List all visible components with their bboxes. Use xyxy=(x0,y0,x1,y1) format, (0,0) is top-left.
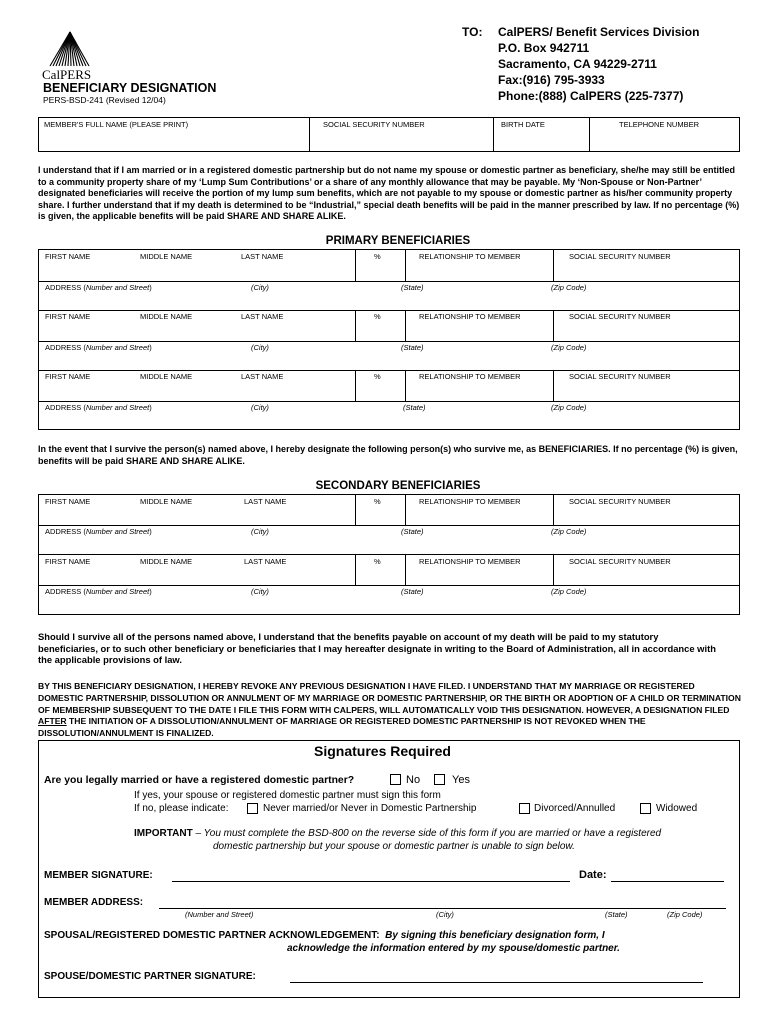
spousal-acknowledgement: SPOUSAL/REGISTERED DOMESTIC PARTNER ACKNOWLEDGEMENT: By signing this beneficiary designation form, I xyxy=(44,930,605,941)
address-line-2: P.O. Box 942711 xyxy=(498,41,590,55)
percent-field[interactable]: % xyxy=(374,312,381,321)
phone-line: Phone:(888) CalPERS (225-7377) xyxy=(498,89,684,103)
spouse-signature-line[interactable] xyxy=(290,982,703,983)
ssn-field[interactable]: SOCIAL SECURITY NUMBER xyxy=(569,312,671,321)
state-label: (State) xyxy=(401,527,424,536)
date-line[interactable] xyxy=(611,881,724,882)
first-name-field[interactable]: FIRST NAME xyxy=(45,497,91,506)
primary-beneficiaries-table xyxy=(38,249,740,430)
spousal-acknowledgement-cont: acknowledge the information entered by my spouse/domestic partner. xyxy=(287,943,620,954)
member-phone-field[interactable]: TELEPHONE NUMBER xyxy=(619,120,700,129)
addr-state-label: (State) xyxy=(605,910,628,919)
addr-zip-label: (Zip Code) xyxy=(667,910,703,919)
zip-label: (Zip Code) xyxy=(551,343,587,352)
if-yes-instruction: If yes, your spouse or registered domestic partner must sign this form xyxy=(134,790,441,801)
address-field[interactable]: ADDRESS (Number and Street) xyxy=(45,283,152,292)
last-name-field[interactable]: LAST NAME xyxy=(244,557,287,566)
address-field[interactable]: ADDRESS (Number and Street) xyxy=(45,343,152,352)
statutory-beneficiaries-notice: Should I survive all of the persons named above, I understand that the benefits payable on account of my death will be paid to my statutory beneficiaries, or to such other beneficiary or beneficiaries that I may hereafter designate in writing to the Board of Administration, all in accordance with the applicable provisions of law. xyxy=(38,631,716,666)
secondary-beneficiaries-table xyxy=(38,494,740,615)
signatures-title: Signatures Required xyxy=(314,743,451,759)
ssn-field[interactable]: SOCIAL SECURITY NUMBER xyxy=(569,497,671,506)
state-label: (State) xyxy=(401,283,424,292)
state-label: (State) xyxy=(401,343,424,352)
spouse-signature-label: SPOUSE/DOMESTIC PARTNER SIGNATURE: xyxy=(44,971,256,982)
never-married-label: Never married/or Never in Domestic Partnership xyxy=(263,803,477,814)
percent-field[interactable]: % xyxy=(374,252,381,261)
last-name-field[interactable]: LAST NAME xyxy=(241,252,284,261)
widowed-label: Widowed xyxy=(656,803,698,814)
ssn-field[interactable]: SOCIAL SECURITY NUMBER xyxy=(569,252,671,261)
yes-label: Yes xyxy=(452,774,470,786)
date-label: Date: xyxy=(579,869,607,881)
form-title: BENEFICIARY DESIGNATION xyxy=(43,81,217,95)
signatures-section xyxy=(38,740,740,998)
secondary-designation-notice: In the event that I survive the person(s) named above, I hereby designate the following person(s) who survive me, as BENEFICIARIES. If no percentage (%) is given, benefits will be paid SHARE AND SHARE ALIKE. xyxy=(38,444,738,466)
address-field[interactable]: ADDRESS (Number and Street) xyxy=(45,527,152,536)
middle-name-field[interactable]: MIDDLE NAME xyxy=(140,372,193,381)
last-name-field[interactable]: LAST NAME xyxy=(244,497,287,506)
secondary-beneficiaries-heading: SECONDARY BENEFICIARIES xyxy=(315,480,481,492)
last-name-field[interactable]: LAST NAME xyxy=(241,312,284,321)
relationship-field[interactable]: RELATIONSHIP TO MEMBER xyxy=(419,372,521,381)
yes-checkbox[interactable] xyxy=(434,774,445,785)
widowed-checkbox[interactable] xyxy=(640,803,651,814)
never-married-checkbox[interactable] xyxy=(247,803,258,814)
address-line-3: Sacramento, CA 94229-2711 xyxy=(498,57,657,71)
primary-beneficiaries-heading: PRIMARY BENEFICIARIES xyxy=(325,235,471,247)
last-name-field[interactable]: LAST NAME xyxy=(241,372,284,381)
relationship-field[interactable]: RELATIONSHIP TO MEMBER xyxy=(419,557,521,566)
member-address-line[interactable] xyxy=(159,908,726,909)
city-label: (City) xyxy=(251,283,269,292)
first-name-field[interactable]: FIRST NAME xyxy=(45,557,91,566)
ssn-field[interactable]: SOCIAL SECURITY NUMBER xyxy=(569,372,671,381)
mailing-address xyxy=(462,24,699,104)
community-property-notice: I understand that if I am married or in a registered domestic partnership but do not name my spouse or domestic partner as beneficiary, she/he may still be entitled to a community property share of my ‘Lump Sum Contributions’ or a share of any monthly allowance that may be payable. My ‘Non-Spouse or Non-Partner’ designated beneficiaries will receive the portion of my lump sum benefits, which are not payable to my spouse or domestic partner as his/her community property share. I further understand that if my death is determined to be “Industrial,” special death benefits will be paid in the manner prescribed by law. If no percentage (%) is given, the applicable benefits will be paid SHARE AND SHARE ALIKE. xyxy=(38,165,740,222)
member-birth-date-field[interactable]: BIRTH DATE xyxy=(501,120,545,129)
state-label: (State) xyxy=(403,403,426,412)
member-address-label: MEMBER ADDRESS: xyxy=(44,897,144,908)
revocation-notice: BY THIS BENEFICIARY DESIGNATION, I HEREBY REVOKE ANY PREVIOUS DESIGNATION I HAVE FILED. I UNDERSTAND THAT MY MARRIAGE OR REGISTERED DOMESTIC PARTNERSHIP, DISSOLUTION OR ANNULMENT OF MY MARRIAGE OR DOMESTIC PARTNERSHIP, OR THE BIRTH OR ADOPTION OF A CHILD OR TERMINATION OF MEMBERSHIP SUBSEQUENT TO THE DATE I FILE THIS FORM WITH CALPERS, WILL AUTOMATICALLY VOID THIS DESIGNATION. HOWEVER, A DESIGNATION FILED AFTER THE INITIATION OF A DISSOLUTION/ANNULMENT OF MARRIAGE OR REGISTERED DOMESTIC PARTNERSHIP IS NOT REVOKED WHEN THE DISSOLUTION/ANNULMENT IS FINALIZED. xyxy=(38,681,741,739)
first-name-field[interactable]: FIRST NAME xyxy=(45,372,91,381)
zip-label: (Zip Code) xyxy=(551,527,587,536)
zip-label: (Zip Code) xyxy=(551,587,587,596)
middle-name-field[interactable]: MIDDLE NAME xyxy=(140,252,193,261)
important-note: IMPORTANT – You must complete the BSD-800 on the reverse side of this form if you are married or have a registered xyxy=(134,828,662,839)
first-name-field[interactable]: FIRST NAME xyxy=(45,312,91,321)
marital-question: Are you legally married or have a registered domestic partner? xyxy=(44,775,355,786)
member-signature-line[interactable] xyxy=(172,881,570,882)
first-name-field[interactable]: FIRST NAME xyxy=(45,252,91,261)
middle-name-field[interactable]: MIDDLE NAME xyxy=(140,497,193,506)
percent-field[interactable]: % xyxy=(374,497,381,506)
important-note-cont: domestic partnership but your spouse or domestic partner is unable to sign below. xyxy=(213,841,575,852)
addr-city-label: (City) xyxy=(436,910,454,919)
relationship-field[interactable]: RELATIONSHIP TO MEMBER xyxy=(419,252,521,261)
address-field[interactable]: ADDRESS (Number and Street) xyxy=(45,403,152,412)
zip-label: (Zip Code) xyxy=(551,283,587,292)
middle-name-field[interactable]: MIDDLE NAME xyxy=(140,557,193,566)
address-line-1: CalPERS/ Benefit Services Division xyxy=(498,25,700,39)
to-label: TO: xyxy=(462,25,483,39)
form-number: PERS-BSD-241 (Revised 12/04) xyxy=(43,95,166,105)
member-ssn-field[interactable]: SOCIAL SECURITY NUMBER xyxy=(323,120,425,129)
relationship-field[interactable]: RELATIONSHIP TO MEMBER xyxy=(419,312,521,321)
state-label: (State) xyxy=(401,587,424,596)
no-checkbox[interactable] xyxy=(390,774,401,785)
city-label: (City) xyxy=(251,403,269,412)
city-label: (City) xyxy=(251,587,269,596)
no-label: No xyxy=(406,774,421,786)
city-label: (City) xyxy=(251,343,269,352)
member-info-box xyxy=(38,117,740,152)
divorced-checkbox[interactable] xyxy=(519,803,530,814)
percent-field[interactable]: % xyxy=(374,557,381,566)
ssn-field[interactable]: SOCIAL SECURITY NUMBER xyxy=(569,557,671,566)
addr-street-label: (Number and Street) xyxy=(185,910,254,919)
logo-text: CalPERS xyxy=(42,67,92,82)
city-label: (City) xyxy=(251,527,269,536)
percent-field[interactable]: % xyxy=(374,372,381,381)
address-field[interactable]: ADDRESS (Number and Street) xyxy=(45,587,152,596)
member-signature-label: MEMBER SIGNATURE: xyxy=(44,870,153,881)
divorced-label: Divorced/Annulled xyxy=(534,803,616,814)
fax-line: Fax:(916) 795-3933 xyxy=(498,73,605,87)
zip-label: (Zip Code) xyxy=(551,403,587,412)
relationship-field[interactable]: RELATIONSHIP TO MEMBER xyxy=(419,497,521,506)
if-no-instruction: If no, please indicate: xyxy=(134,803,229,814)
middle-name-field[interactable]: MIDDLE NAME xyxy=(140,312,193,321)
member-name-field[interactable]: MEMBER'S FULL NAME (PLEASE PRINT) xyxy=(44,120,189,129)
